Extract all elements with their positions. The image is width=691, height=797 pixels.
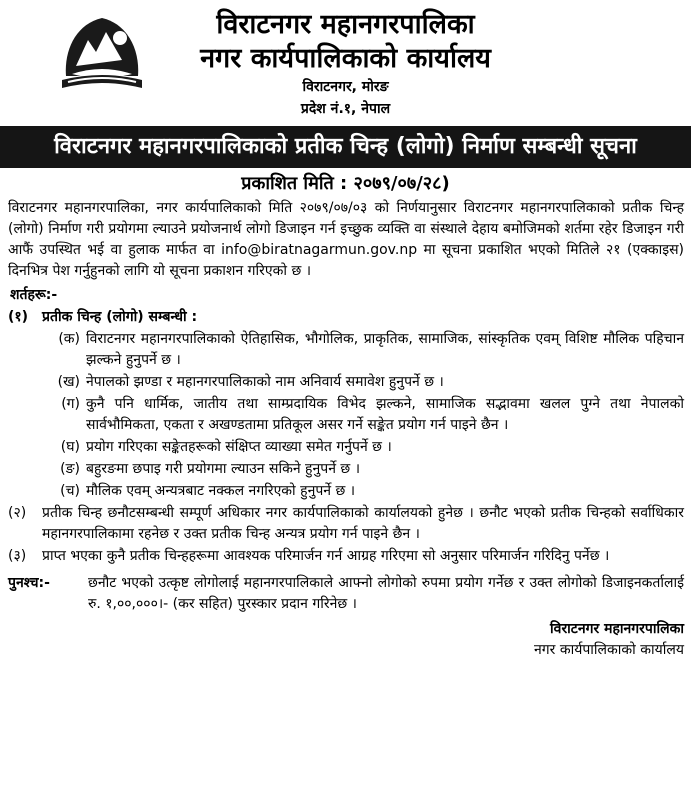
sub-text: कुनै पनि धार्मिक, जातीय तथा साम्प्रदायिक विभेद झल्कने, सामाजिक सद्भावमा खलल पुग्ने तथा नेपालको सार्वभौमिकता, एकता र अखण्डतामा प्रतिकूल असर गर्ने सङ्केत प्रयोग गर्न पाइने छैन । [86,396,684,433]
section-text: प्रतीक चिन्ह छनौटसम्बन्धी सम्पूर्ण अधिकार नगर कार्यपालिकाको कार्यालयको हुनेछ । छनौट भएको प्रतीक चिन्हको सर्वाधिकार महानगरपालिकामा रहनेछ र उक्त प्रतीक चिन्ह अन्यत्र प्रयोग गर्न पाइने छैन । [42,505,684,542]
office-province: प्रदेश नं.१, नेपाल [300,101,391,117]
office-name: विराटनगर महानगरपालिका [216,9,475,40]
sub-letter: (ख) [57,374,80,390]
sub-text: नेपालको झण्डा र महानगरपालिकाको नाम अनिवार्य समावेश हुनुपर्ने छ । [86,374,444,390]
sub-letter: (क) [58,331,80,347]
sub-text: बहुरङमा छपाइ गरी प्रयोगमा ल्याउन सकिने हुनुपर्ने छ । [86,461,361,477]
condition-section-3 [8,546,684,567]
signature-office: नगर कार्यपालिकाको कार्यालय [534,642,684,658]
section-number: (१) [8,309,29,325]
sub-condition [42,372,684,393]
sub-letter: (ङ) [60,461,80,477]
sub-condition [42,459,684,480]
condition-section-2 [8,503,684,545]
sub-letter: (घ) [60,439,80,455]
sub-condition [42,394,684,436]
signature-org: विराटनगर महानगरपालिका [550,621,684,637]
published-date: प्रकाशित मिति : २०७९/०७/२८) [241,173,450,194]
notice-body [8,198,684,661]
signature-block [8,619,684,661]
sub-text: प्रयोग गरिएका सङ्केतहरूको संक्षिप्त व्याख्या समेत गर्नुपर्ने छ । [86,439,392,455]
office-location: विराटनगर, मोरङ [302,79,389,95]
sub-text: विराटनगर महानगरपालिकाको ऐतिहासिक, भौगोलिक, प्राकृतिक, सामाजिक, सांस्कृतिक एवम् विशिष्ट मौलिक पहिचान झल्कने हुनुपर्ने छ । [86,331,684,368]
section-number: (२) [8,505,27,521]
sub-text: मौलिक एवम् अन्यत्रबाट नक्कल नगरिएको हुनुपर्ने छ । [86,483,356,499]
intro-paragraph: विराटनगर महानगरपालिका, नगर कार्यपालिकाको मिति २०७९/०७/०३ को निर्णयानुसार विराटनगर महानगरपालिकाको प्रतीक चिन्ह (लोगो) निर्माण गरी प्रयोगमा ल्याउने प्रयोजनार्थ लोगो डिजाइन गर्न इच्छुक व्यक्ति वा संस्थाले देहाय बमोजिमको शर्तमा रहेर डिजाइन गरी आफैं उपस्थित भई वा हुलाक मार्फत वा info@biratnagarmun.gov.np मा सूचना प्रकाशित भएको मितिले २१ (एक्काइस) दिनभित्र पेश गर्नुहुनको लागि यो सूचना प्रकाशन गरिएको छ । [8,200,684,279]
sub-condition [42,437,684,458]
section-title: प्रतीक चिन्ह (लोगो) सम्बन्धी : [42,309,198,325]
postscript-text: छनौट भएको उत्कृष्ट लोगोलाई महानगरपालिकाले आफ्नो लोगोको रुपमा प्रयोग गर्नेछ र उक्त लोगोको डिजाइनकर्तालाई रु. १,००,०००।- (कर सहित) पुरस्कार प्रदान गरिनेछ । [88,575,684,612]
office-subtitle: नगर कार्यपालिकाको कार्यालय [200,43,491,74]
section-text: प्राप्त भएका कुनै प्रतीक चिन्हहरूमा आवश्यक परिमार्जन गर्न आग्रह गरिएमा सो अनुसार परिमार्जन गरिदिनु पर्नेछ । [42,548,610,564]
postscript-label: पुनश्च:- [8,575,50,591]
notice-title-banner: विराटनगर महानगरपालिकाको प्रतीक चिन्ह (लोगो) निर्माण सम्बन्धी सूचना [0,126,691,168]
condition-section-1 [8,307,684,328]
sub-condition [42,329,684,371]
sub-letter: (च) [60,483,80,499]
sub-letter: (ग) [61,396,80,412]
conditions-heading: शर्तहरू:- [10,287,58,303]
postscript [8,573,684,615]
section-number: (३) [8,548,27,564]
sub-condition [42,481,684,502]
